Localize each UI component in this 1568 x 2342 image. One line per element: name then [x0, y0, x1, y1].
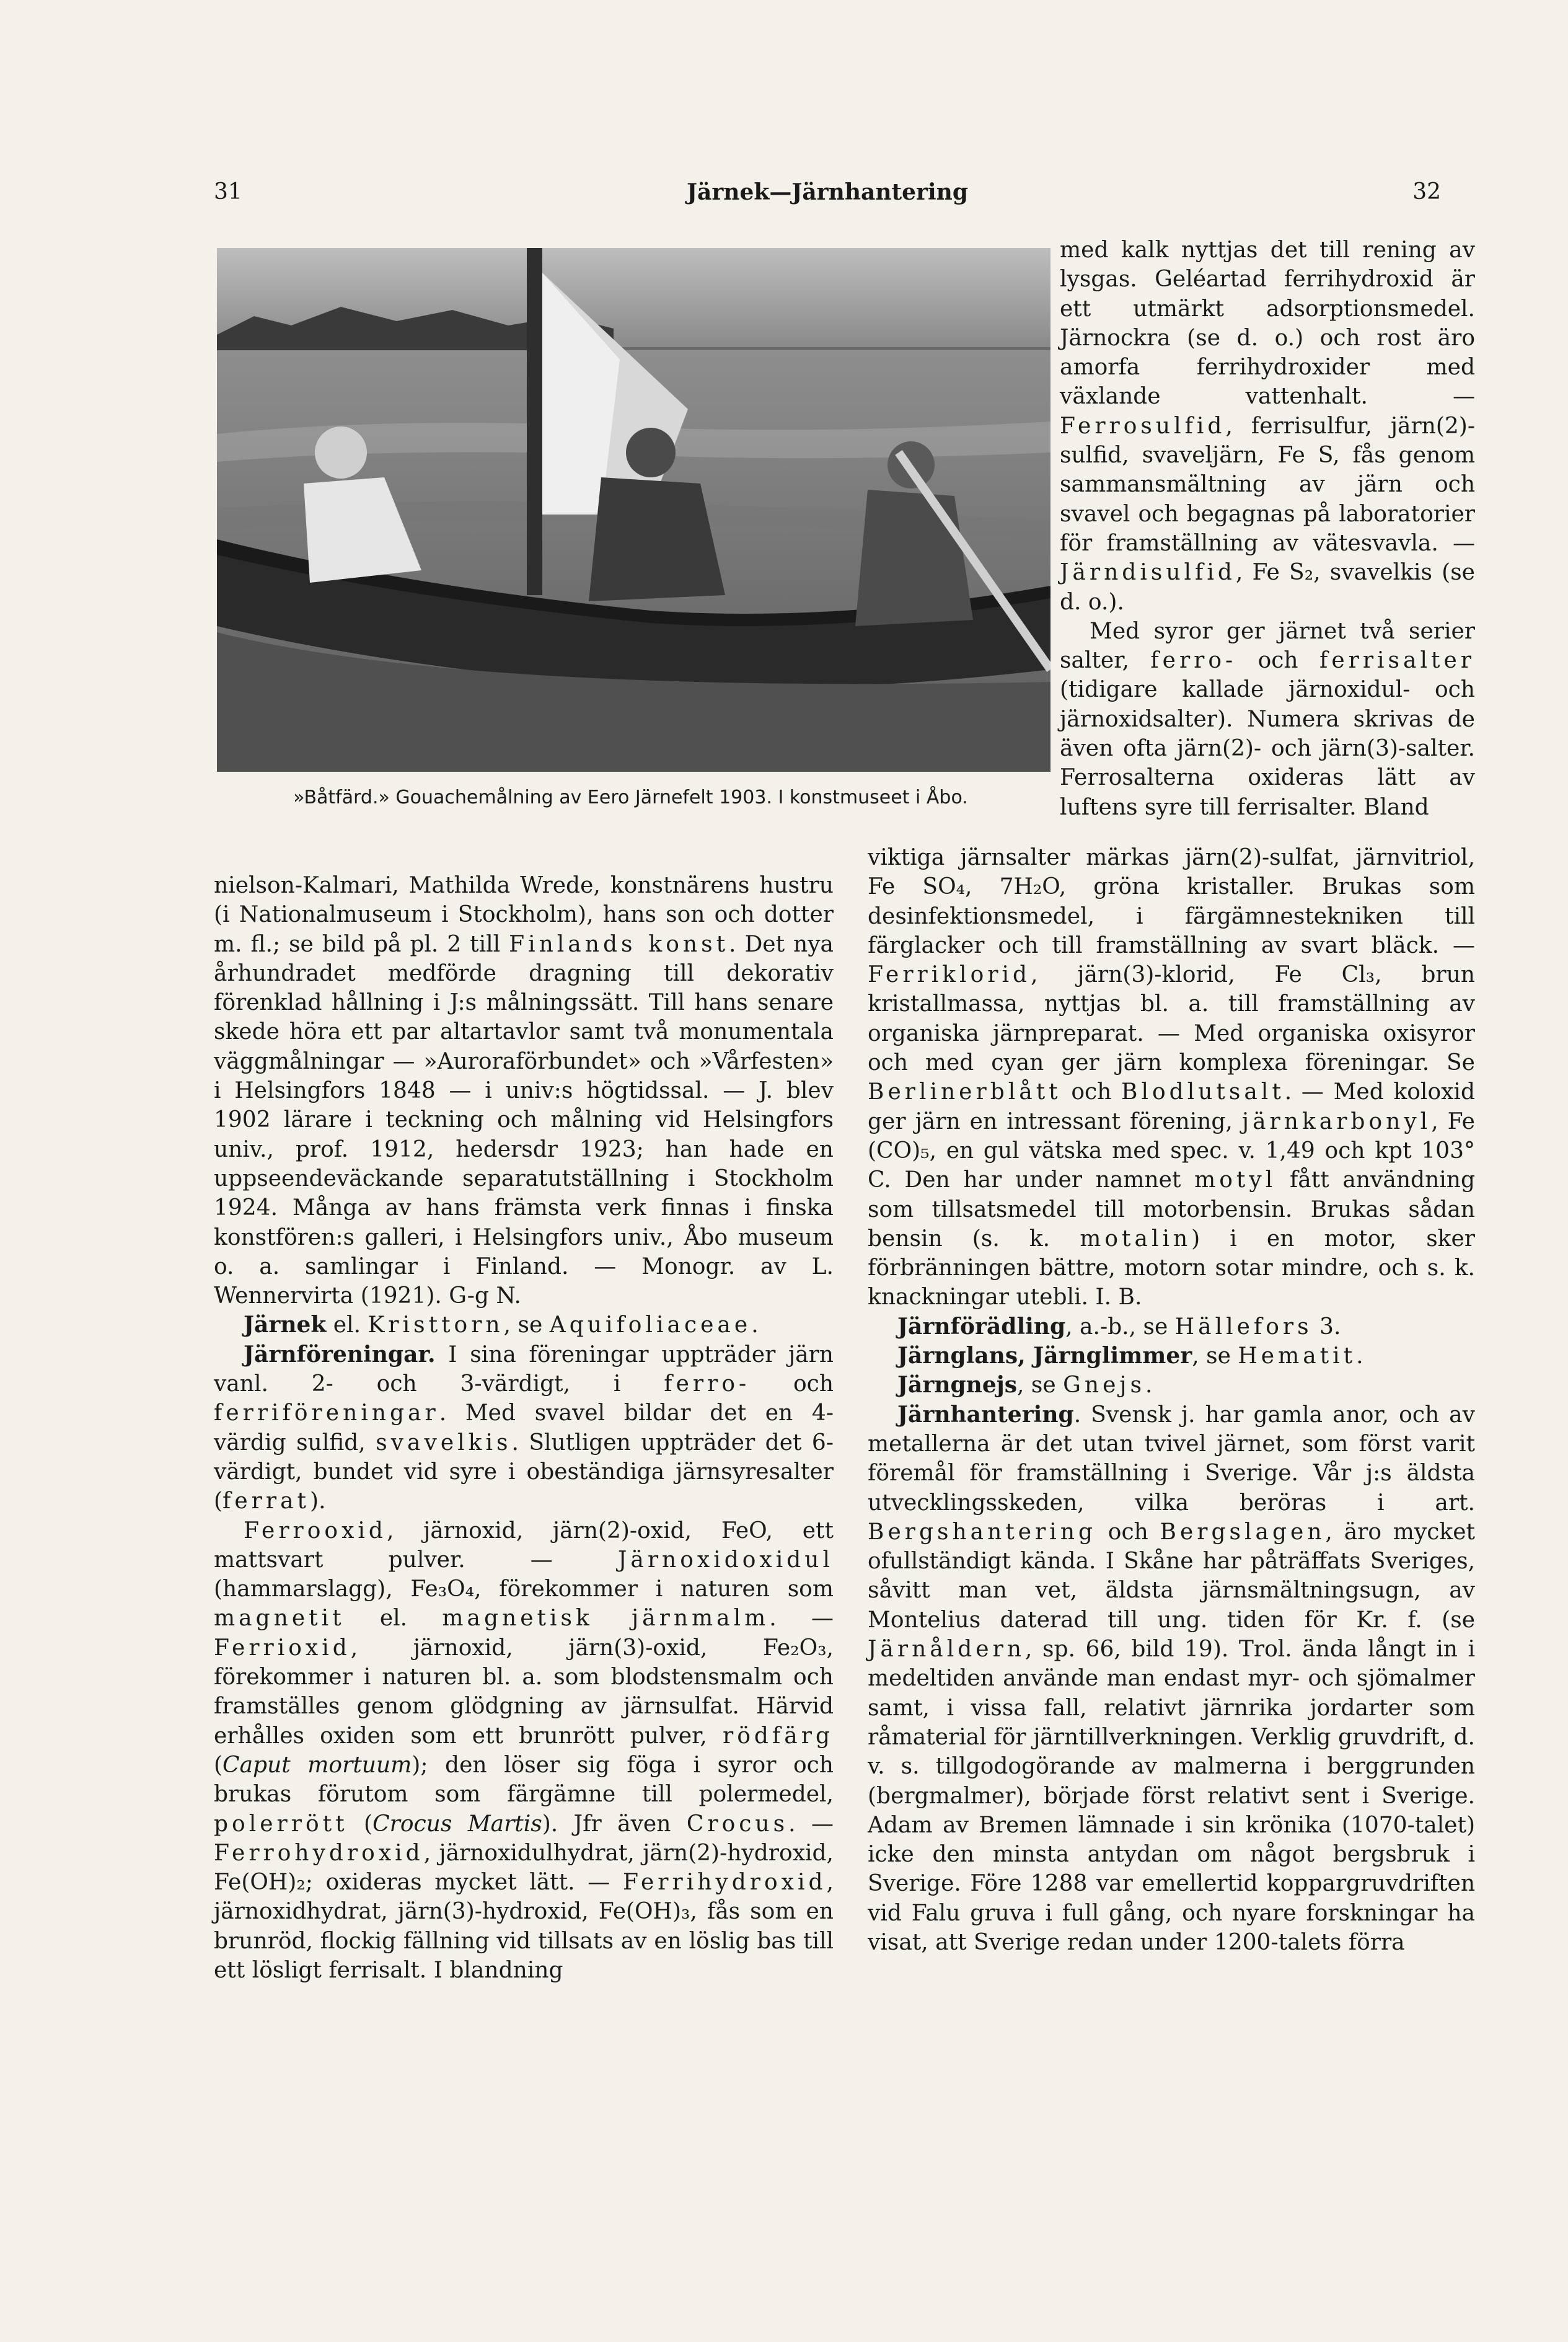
text-run: Bergshantering	[868, 1519, 1097, 1545]
text-run: el.	[345, 1606, 443, 1632]
text-run: I sina föreningar uppträder järn vanl. 2- och 3-värdigt, i	[214, 1341, 834, 1397]
text-run: . —	[769, 1606, 834, 1632]
text-run: ferrat	[222, 1488, 311, 1514]
text-run: ferro-	[1150, 648, 1237, 674]
text-run: . Det nya århundradet medförde dragning till dekorativ förenklad hållning i J:s målningssätt. Till hans senare skede höra ett par altartavlor samt två monumentala väggmålningar — »Auroraförbundet» och »Vårfesten» i Helsingfors 1848 — i univ:s högtidssal. — J. blev 1902 lärare i teckning och målning vid Helsingfors univ., prof. 1912, hedersdr 1923; han hade en uppseendeväckande separatutställning i Stockholm 1924. Många av hans främsta verk finnas i finska konstfören:s galleri, i Helsingfors univ., Åbo museum o. a. samlingar i Finland. — Monogr. av L. Wennervirta (1921). G-g N.	[214, 931, 834, 1309]
text-run: , järnoxidulhydrat, järn(2)-hydroxid, Fe(OH)₂; oxideras mycket lätt. —	[214, 1840, 834, 1896]
text-run: , järnoxidhydrat, järn(3)-hydroxid, Fe(OH)₃, fås som en brunröd, flockig fällning vid tillsats av en löslig bas till ett lösligt ferrisalt. I blandning	[214, 1870, 834, 1983]
text-run: Ferrooxid	[244, 1518, 387, 1544]
text-run: (	[214, 1752, 223, 1778]
text-run: , Fe S₂, svavelkis (se d. o.).	[1060, 560, 1475, 615]
text-run: ). Jfr även	[542, 1811, 687, 1837]
text-run: och	[1096, 1519, 1160, 1545]
right-column-top	[1060, 236, 1475, 822]
paragraph	[214, 1340, 834, 1516]
paragraph	[868, 1371, 1475, 1400]
text-run: Ferriklorid	[868, 962, 1031, 988]
text-run: ).	[310, 1488, 326, 1514]
text-run: el.	[326, 1312, 368, 1338]
text-run: Järnhantering	[897, 1401, 1074, 1428]
paragraph	[868, 1341, 1475, 1371]
text-run: Finlands konst	[509, 931, 729, 957]
text-run: Bergslagen	[1160, 1519, 1326, 1545]
text-run: 3.	[1312, 1314, 1341, 1340]
text-run: Järnoxidoxidul	[617, 1547, 834, 1573]
text-run: nielson-Kalmari, Mathilda Wrede, konstnärens hustru (i Nationalmuseum i Stockholm), hans son och dotter m. fl.; se bild på pl. 2 till	[214, 873, 834, 957]
text-run: Järngnejs	[897, 1372, 1018, 1399]
text-run: Ferrioxid	[214, 1635, 351, 1661]
text-run: . —	[788, 1811, 834, 1837]
text-run: Gnejs	[1063, 1372, 1146, 1399]
paragraph	[214, 1310, 834, 1340]
text-run: ); den löser sig föga i syror och brukas förutom som färgämne till polermedel,	[214, 1752, 834, 1808]
text-run: viktiga järnsalter märkas järn(2)-sulfat, järnvitriol, Fe SO₄, 7H₂O, gröna kristaller. Brukas som desinfektionsmedel, i färgämnestekniken till färglacker och till framställning av svart bläck. —	[868, 845, 1475, 958]
text-run: Hematit	[1238, 1343, 1357, 1369]
text-run: rödfärg	[723, 1723, 834, 1749]
paragraph	[214, 1516, 834, 1986]
running-header	[214, 177, 1441, 208]
text-run: (tidigare kallade järnoxidul- och järnoxidsalter). Numera skrivas de även ofta järn(2)- och järn(3)-salter. Ferrosalterna oxideras lätt av luftens syre till ferrisalter. Bland	[1060, 677, 1475, 820]
text-run: Ferrosulfid	[1060, 413, 1226, 439]
text-run: , se	[503, 1312, 550, 1338]
text-run: . Slutligen uppträder det 6-värdigt, bundet vid syre i obeständiga järnsyresalter (	[214, 1430, 834, 1514]
text-run: Blodlutsalt	[1121, 1079, 1285, 1105]
text-run: Crocus	[686, 1811, 789, 1837]
text-run: med kalk nyttjas det till rening av lysgas. Geléartad ferrihydroxid är ett utmärkt adsorptionsmedel. Järnockra (se d. o.) och rost äro amorfa ferrihydroxider med växlande vattenhalt. —	[1060, 237, 1475, 410]
text-run: Järnförädling	[897, 1313, 1066, 1340]
paragraph	[214, 871, 834, 1310]
text-run: .	[1356, 1343, 1363, 1369]
text-run: Med syror ger järnet två serier salter,	[1060, 618, 1475, 674]
text-run: motalin	[1080, 1226, 1192, 1252]
text-run: , se	[1017, 1372, 1064, 1399]
text-run: och	[1061, 1079, 1122, 1105]
painting-illustration	[217, 248, 1050, 772]
text-run: , järnoxid, järn(3)-oxid, Fe₂O₃, förekommer i naturen bl. a. som blodstensmalm och framställes genom glödgning av järnsulfat. Härvid erhålles oxiden som ett brunrött pulver,	[214, 1635, 834, 1749]
text-run: Aquifoliaceae	[549, 1312, 752, 1338]
text-run: Ferrihydroxid	[622, 1870, 827, 1896]
paragraph	[868, 1400, 1475, 1958]
text-run: Järnek	[244, 1312, 327, 1338]
text-run: järnkarbonyl	[1241, 1108, 1432, 1134]
left-column	[214, 871, 834, 1985]
text-run: Järnåldern	[868, 1637, 1026, 1663]
running-title: Järnek—Järnhantering	[686, 179, 969, 205]
text-run: .	[751, 1312, 759, 1338]
text-run: ferriföreningar	[214, 1400, 439, 1426]
text-run: Kristtorn	[368, 1312, 504, 1338]
text-run: , järn(3)-klorid, Fe Cl₃, brun kristallmassa, nyttjas bl. a. till framställning av organiska järnpreparat. — Med organiska oxisyror och med cyan ger järn komplexa föreningar. Se	[868, 962, 1475, 1076]
text-run: (	[348, 1811, 373, 1837]
text-run: , Fe (CO)₅, en gul vätska med spec. v. 1,49 och kpt 103° C. Den har under namnet	[868, 1108, 1475, 1193]
page-number-left: 31	[214, 179, 242, 205]
text-run: svavelkis	[376, 1430, 512, 1456]
text-run: .	[1145, 1372, 1153, 1399]
text-run: , sp. 66, bild 19). Trol. ända långt in i medeltiden använde man endast myr- och sjömalmer samt, i vissa fall, relativt järnrika jordarter som råmaterial för järntillverkningen. Verklig gruvdrift, d. v. s. tillgodogörande av malmerna i berggrunden (bergmalmer), började först relativt sent i Sverige. Adam av Bremen lämnade i sin krönika (1070-talet) icke den minsta antydan om något bergsbruk i Sverige. Före 1288 var emellertid koppargruvdriften vid Falu gruva i full gång, och nyare forskningar ha visat, att Sverige redan under 1200-talets förra	[868, 1637, 1475, 1955]
paragraph	[868, 843, 1475, 1312]
text-run: , se	[1192, 1343, 1238, 1369]
text-run: polerrött	[214, 1811, 348, 1837]
text-run: magnetit	[214, 1606, 345, 1632]
paragraph	[1060, 617, 1475, 822]
paragraph	[1060, 236, 1475, 617]
text-run: motyl	[1194, 1167, 1277, 1193]
text-run: Crocus Martis	[372, 1811, 542, 1837]
text-run: . Med svavel bildar det en 4-värdig sulfid,	[214, 1400, 834, 1456]
figure-caption: »Båtfärd.» Gouachemålning av Eero Järnefelt 1903. I konstmuseet i Åbo.	[293, 787, 968, 808]
text-run: magnetisk järnmalm	[442, 1606, 770, 1632]
text-run: Järndisulfid	[1060, 560, 1236, 586]
text-run: Järnglans, Järnglimmer	[897, 1343, 1192, 1369]
text-run: ferro-	[664, 1371, 751, 1397]
text-run: . — Med koloxid ger järn en intressant förening,	[868, 1079, 1475, 1134]
text-run: ) i en motor, sker förbränningen bättre, motorn sotar mindre, och s. k. knackningar utebli. I. B.	[868, 1226, 1476, 1310]
page-number-right: 32	[1412, 179, 1441, 205]
paragraph	[868, 1312, 1475, 1341]
text-run: Caput mortuum	[222, 1752, 412, 1778]
text-run: Hällefors	[1174, 1314, 1313, 1340]
text-run: och	[1236, 648, 1319, 674]
text-run: och	[750, 1371, 834, 1397]
text-run: Berlinerblått	[868, 1079, 1062, 1105]
text-run: , äro mycket ofullständigt kända. I Skåne har påträffats Sveriges, såvitt man vet, äldsta järnsmältningsugn, av Montelius daterad till ung. tiden för Kr. f. (se	[868, 1519, 1475, 1633]
text-run: fått användning som tillsatsmedel till motorbensin. Brukas sådan bensin (s. k.	[868, 1167, 1476, 1252]
text-run: Järnföreningar.	[244, 1341, 436, 1368]
right-column-bottom	[868, 843, 1475, 1957]
text-run: , ferrisulfur, järn(2)-sulfid, svaveljärn, Fe S, fås genom sammansmältning av järn och svavel och begagnas på laboratorier för framställning av vätesvavla. —	[1060, 413, 1475, 556]
text-run: (hammarslagg), Fe₃O₄, förekommer i naturen som	[214, 1576, 834, 1602]
text-run: , a.-b., se	[1065, 1314, 1175, 1340]
text-run: ferrisalter	[1319, 648, 1475, 674]
text-run: Ferrohydroxid	[214, 1840, 424, 1866]
text-run: . Svensk j. har gamla anor, och av metallerna är det utan tvivel järnet, som först varit föremål för framställning i Sverige. Vår j:s äldsta utvecklingsskeden, vilka beröras i art.	[868, 1402, 1475, 1516]
text-run: , järnoxid, järn(2)-oxid, FeO, ett mattsvart pulver. —	[214, 1518, 834, 1573]
